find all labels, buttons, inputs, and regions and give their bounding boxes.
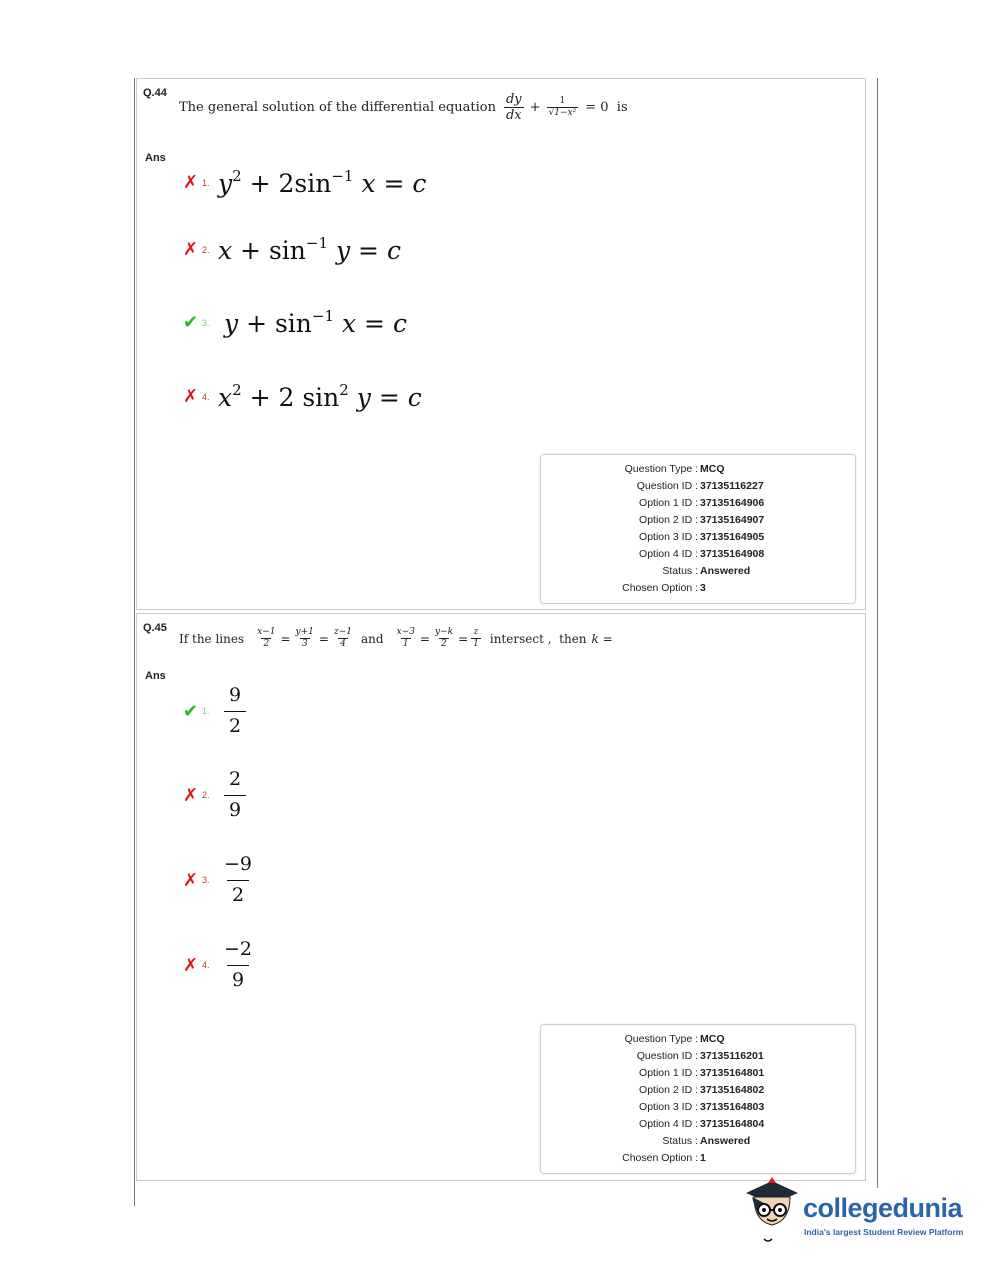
equals-sign: = — [458, 631, 469, 646]
option-1[interactable] — [183, 686, 246, 736]
equals-sign: = — [280, 631, 291, 646]
option-3[interactable] — [183, 307, 407, 338]
question-tail: k = — [591, 631, 613, 646]
info-row: Option 3 ID : 37135164803 — [639, 1101, 765, 1113]
question-info-box — [540, 454, 856, 604]
option-2[interactable] — [183, 234, 401, 265]
page-border-left — [134, 78, 135, 1206]
cross-icon: ✗ — [183, 784, 199, 806]
info-row: Option 4 ID : 37135164908 — [639, 548, 765, 560]
question-suffix: = 0 is — [585, 100, 628, 115]
question-45-panel — [136, 613, 866, 1181]
page-border-right — [877, 78, 878, 1188]
option-fraction: −9 2 — [224, 853, 253, 906]
question-number: Q.44 — [143, 87, 167, 99]
option-number: 2. — [202, 790, 210, 800]
cross-icon: ✗ — [183, 386, 199, 407]
info-row: Option 1 ID : 37135164906 — [639, 497, 765, 509]
line1-fraction-y: $\frac{y+1}{3}$ — [295, 627, 314, 649]
question-prefix: The general solution of the differential equation — [179, 100, 496, 115]
option-4[interactable] — [183, 940, 252, 990]
ans-label: Ans — [145, 152, 166, 164]
info-row: Option 2 ID : 37135164907 — [639, 514, 765, 526]
info-row: Question ID : 37135116201 — [636, 1050, 764, 1062]
option-expression: $x^2 + 2$ $\sin^2 y = c$ — [218, 381, 422, 412]
cross-icon: ✗ — [183, 239, 199, 260]
info-row: Question Type : MCQ — [624, 1033, 725, 1045]
and-word: and — [360, 631, 384, 646]
info-row: Option 2 ID : 37135164802 — [639, 1084, 765, 1096]
option-number: 2. — [202, 244, 210, 255]
line1-fraction-z: $\frac{z-1}{4}$ — [333, 627, 352, 649]
info-row: Chosen Option : 1 — [622, 1152, 706, 1164]
cross-icon: ✗ — [183, 954, 199, 976]
collegedunia-logo — [742, 1177, 977, 1247]
option-expression: $y + \sin^{-1} x = c$ — [224, 307, 407, 338]
brand-name: collegedunia — [803, 1193, 963, 1223]
dy-dx-fraction: $\frac{dy}{dx}$ — [505, 92, 522, 123]
info-row: Status : Answered — [662, 565, 751, 577]
option-fraction: 9 2 — [224, 686, 246, 736]
question-44-panel — [136, 78, 866, 610]
option-fraction: 2 9 — [224, 770, 246, 820]
option-number: 4. — [202, 391, 210, 402]
check-icon: ✔ — [183, 312, 199, 333]
option-number: 3. — [202, 317, 210, 328]
cross-icon: ✗ — [183, 172, 199, 193]
info-row: Question ID : 37135116227 — [636, 480, 764, 492]
option-number: 1. — [202, 177, 210, 188]
brand-tagline: India's largest Student Review Platform — [804, 1227, 964, 1237]
cross-icon: ✗ — [183, 869, 199, 891]
inverse-sqrt-fraction: $\frac{1}{\text{√1−x²}}$ — [548, 96, 577, 118]
option-3[interactable] — [183, 855, 252, 905]
info-row: Option 4 ID : 37135164804 — [639, 1118, 765, 1130]
graduate-mascot-icon — [742, 1177, 802, 1247]
equals-sign: = — [318, 631, 329, 646]
question-text — [179, 93, 628, 122]
option-number: 4. — [202, 960, 210, 970]
option-fraction: −2 9 — [224, 938, 253, 991]
info-row: Option 1 ID : 37135164801 — [639, 1067, 765, 1079]
line2-fraction-z: $\frac{z}{1}$ — [473, 627, 479, 649]
option-expression: $x + \sin^{-1} y = c$ — [218, 234, 401, 265]
option-number: 1. — [202, 706, 210, 716]
option-expression: $y^2 + 2\sin^{-1}$ x = c — [218, 167, 427, 198]
plus-sign: + — [529, 100, 541, 115]
question-text — [179, 628, 613, 649]
question-info-box — [540, 1024, 856, 1174]
equals-sign: = — [419, 631, 430, 646]
question-suffix: intersect , then — [489, 631, 587, 646]
info-row: Question Type : MCQ — [624, 463, 725, 475]
line2-fraction-y: $\frac{y-k}{2}$ — [434, 627, 454, 649]
question-number: Q.45 — [143, 622, 167, 634]
option-2[interactable] — [183, 770, 246, 820]
option-4[interactable] — [183, 381, 422, 412]
option-1[interactable] — [183, 167, 426, 198]
check-icon: ✔ — [183, 700, 199, 722]
line2-fraction-x: $\frac{x-3}{1}$ — [396, 627, 415, 649]
option-number: 3. — [202, 875, 210, 885]
question-prefix: If the lines — [179, 631, 245, 646]
info-row: Status : Answered — [662, 1135, 751, 1147]
info-row: Option 3 ID : 37135164905 — [639, 531, 765, 543]
info-row: Chosen Option : 3 — [622, 582, 706, 594]
ans-label: Ans — [145, 670, 166, 682]
line1-fraction-x: $\frac{x-1}{2}$ — [257, 627, 276, 649]
